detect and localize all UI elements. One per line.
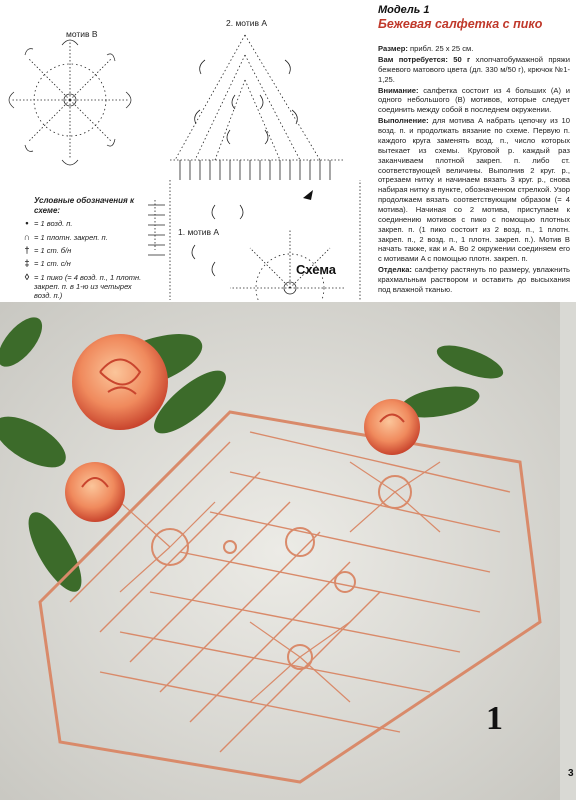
model-title: Модель 1 xyxy=(378,4,430,16)
paragraph-text: хлопчатобумажной пряжи бежевого матового цвета (дл. 330 м/50 г), крючок №1-1,25. xyxy=(378,55,571,84)
paragraph-text: для мотива A набрать цепочку из 10 возд. п. и продолжать вязание по схеме. Первую п. каждого круга заменять возд. п., число которых вытекает из схемы. Круговой р. каждый раз заканчиваем плотной закреп. п. либо ст. соответствующей величины. Выполнив 2 круг. р., отрезаем нитку и начинаем вязать 3 круг. р., снова набирая нитку в пункте, обозначенном стрелкой. Узор продолжаем вязать соответствующим образом (= 4 мотива). Начиная со 2 мотива, приступаем к соединению мотивов с пико с помощью плотных закреп. п. (1 пико состоит из 2 возд. п., 1 плотн. закреп. п., 2 возд. п., 1 плотн. закреп. п.). Мотив B начать также, как и A. Во 2 окружении соединяем его с мотивами A с помощью плотн. закреп. п. xyxy=(378,116,570,264)
picot-icon: ◊ xyxy=(24,271,30,282)
paragraph-text: салфетка состоит из 4 больших (A) и одного небольшого (B) мотивов, которые следует соединить между собой в последнем окружении. xyxy=(378,85,570,115)
legend-item-text: = 1 ст. б/н xyxy=(34,245,72,255)
instructions-paragraph xyxy=(378,116,570,264)
legend-item xyxy=(20,233,145,242)
chain-stitch-icon: • xyxy=(25,218,29,229)
motif-b-diagram xyxy=(12,42,128,158)
legend-item xyxy=(20,246,145,255)
page-number: 3 xyxy=(568,768,574,779)
attention-paragraph xyxy=(378,86,570,116)
size-paragraph xyxy=(378,44,570,54)
legend-item-text: = 1 пико (= 4 возд. п., 1 плотн. закреп. п. в 1-ю из четырех возд. п.) xyxy=(34,272,142,301)
motif-a1-diagram xyxy=(155,180,360,300)
paragraph-label: Выполнение: xyxy=(378,116,429,126)
motif-b-label: мотив B xyxy=(66,29,98,39)
legend-item xyxy=(20,273,145,301)
paragraph-label: Внимание: xyxy=(378,85,419,95)
legend-item-text: = 1 ст. с/н xyxy=(34,259,71,269)
double-crochet-icon: ‡ xyxy=(24,258,30,269)
legend-title: Условные обозначения к схеме: xyxy=(34,196,134,215)
model-subtitle: Бежевая салфетка с пико xyxy=(378,17,543,32)
motif-a2-diagram xyxy=(170,35,345,160)
slip-stitch-icon: ∩ xyxy=(23,231,31,242)
legend-item-text: = 1 возд. п. xyxy=(34,219,73,229)
finishing-paragraph xyxy=(378,265,570,295)
article-column xyxy=(378,4,570,296)
legend-item xyxy=(20,259,145,268)
paragraph-label: Размер: xyxy=(378,44,408,54)
legend-item-text: = 1 плотн. закреп. п. xyxy=(34,232,108,242)
doily-photo-illustration xyxy=(0,302,560,800)
legend-item xyxy=(20,219,145,228)
paragraph-text: прибл. 25 x 25 см. xyxy=(407,44,474,54)
single-crochet-icon: † xyxy=(24,244,30,255)
schema-label: Схема xyxy=(296,262,337,277)
motif-a1-label: 1. мотив A xyxy=(178,227,220,237)
motif-a2-label: 2. мотив A xyxy=(226,18,268,28)
paragraph-label: Отделка: xyxy=(378,265,412,275)
paragraph-label: Вам потребуется: 50 г xyxy=(378,55,471,65)
materials-paragraph xyxy=(378,55,570,85)
paragraph-text: салфетку растянуть по размеру, увлажнить крахмальным раствором и оставить до высыхания под влажной тканью. xyxy=(378,265,570,294)
figure-number: 1 xyxy=(486,700,503,737)
doily-photo xyxy=(0,302,576,800)
